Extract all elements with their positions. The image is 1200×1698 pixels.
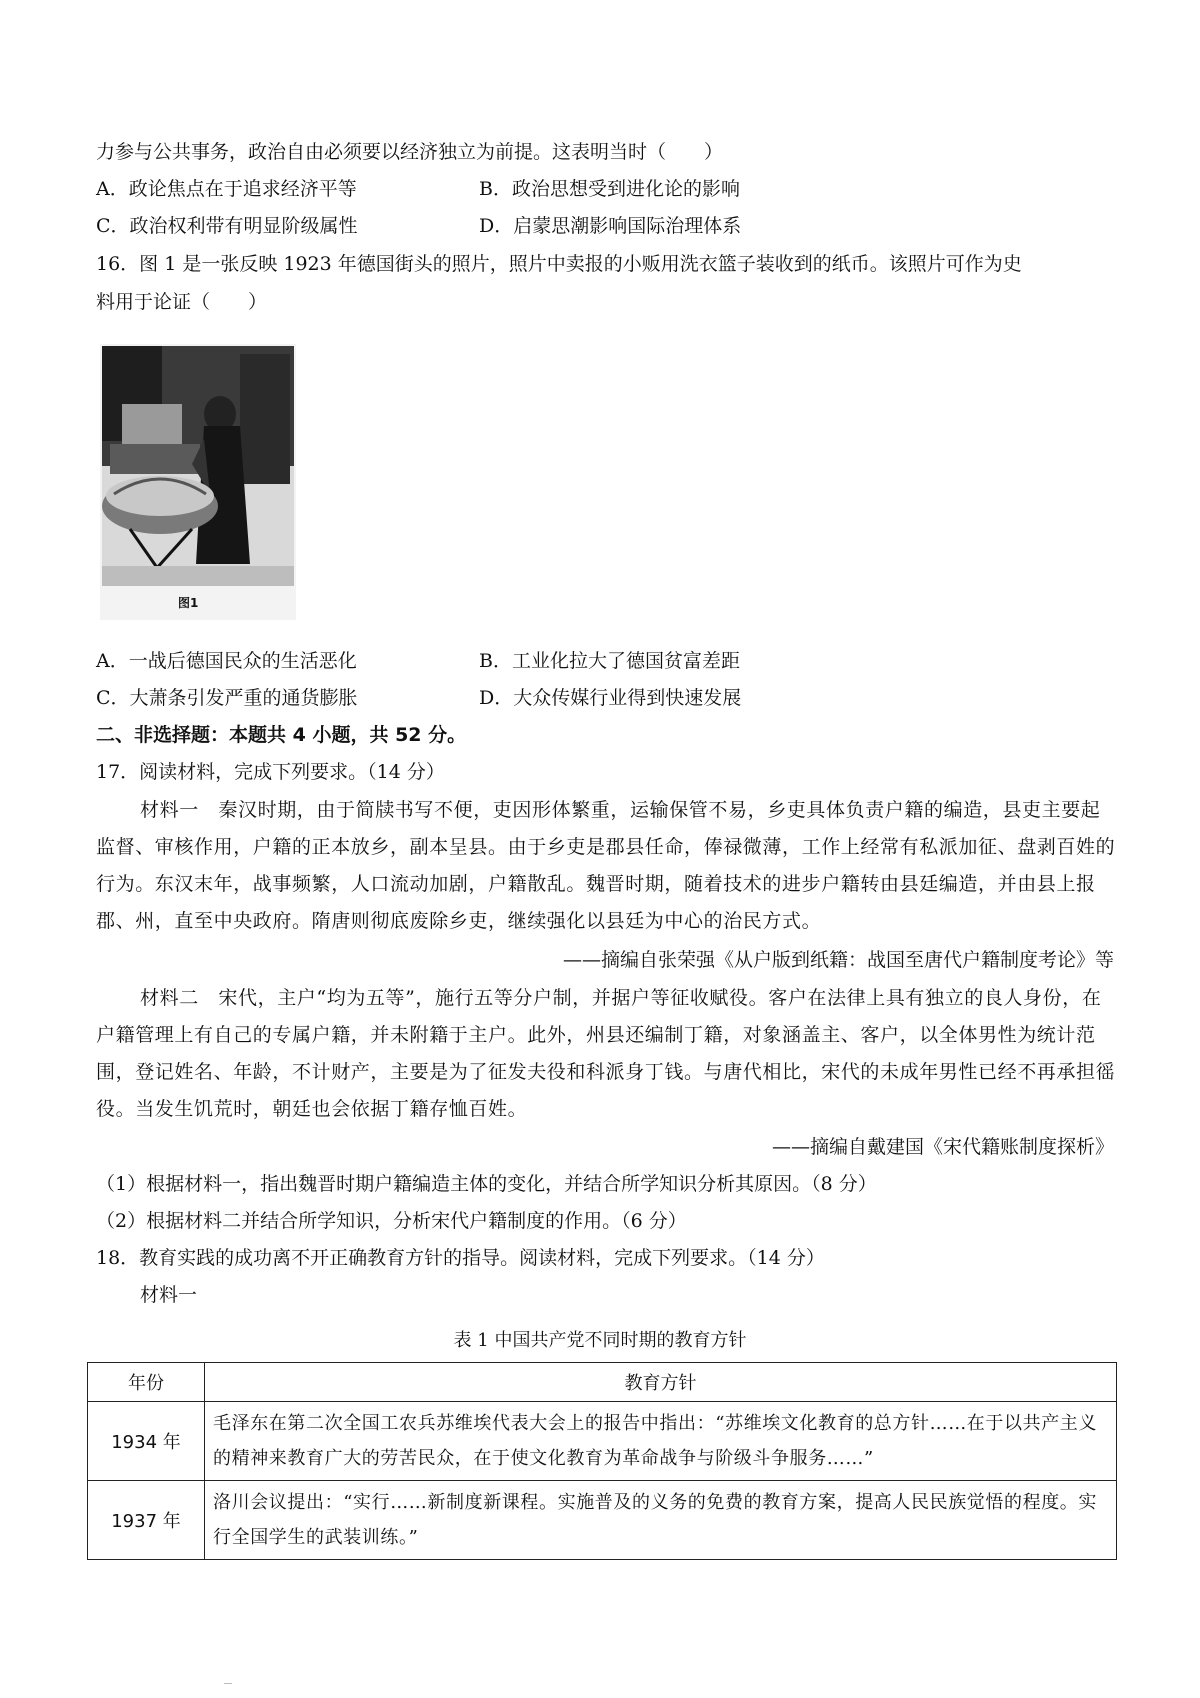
- q17-material-1-text: 材料一 秦汉时期，由于简牍书写不便，吏因形体繁重，运输保管不易，乡吏具体负责户籍的编造，县吏主要起监督、审核作用，户籍的正本放乡，副本呈县。由于乡吏是郡县任命，俸禄微薄，工作上经常有私派加征、盘剥百姓的行为。东汉末年，战事频繁，人口流动加剧，户籍散乱。魏晋时期，随着技术的进步户籍转由县廷编造，并由县上报郡、州，直至中央政府。隋唐则彻底废除乡吏，继续强化以县廷为中心的治民方式。: [96, 799, 1116, 932]
- figure-1-photo: [100, 344, 296, 620]
- q16-option-a: A．一战后德国民众的生活恶化: [96, 650, 357, 672]
- q17-stem: 17．阅读材料，完成下列要求。（14 分）: [96, 761, 445, 783]
- q17-sub-question-2: （2）根据材料二并结合所学知识，分析宋代户籍制度的作用。（6 分）: [96, 1210, 687, 1232]
- table-1: [87, 1362, 1117, 1560]
- q15-option-d: D．启蒙思潮影响国际治理体系: [479, 215, 742, 237]
- q16-stem-line1: 16．图 1 是一张反映 1923 年德国街头的照片，照片中卖报的小贩用洗衣篮子装收到的纸币。该照片可作为史: [96, 253, 1022, 275]
- q17-material-2-text: 材料二 宋代，主户“均为五等”，施行五等分户制，并据户等征收赋役。客户在法律上具有独立的良人身份，在户籍管理上有自己的专属户籍，并未附籍于主户。此外，州县还编制丁籍，对象涵盖主、客户，以全体男性为统计范围，登记姓名、年龄，不计财产，主要是为了征发夫役和科派身丁钱。与唐代相比，宋代的未成年男性已经不再承担徭役。当发生饥荒时，朝廷也会依据丁籍存恤百姓。: [96, 987, 1116, 1120]
- q16-stem-line2: 料用于论证（ ）: [96, 291, 268, 313]
- table-cell-policy: 毛泽东在第二次全国工农兵苏维埃代表大会上的报告中指出：“苏维埃文化教育的总方针……在于以共产主义的精神来教育广大的劳苦民众，在于使文化教育为革命战争与阶级斗争服务……”: [205, 1402, 1117, 1481]
- figure-1-caption: 图1: [178, 596, 199, 610]
- footer-mark: [224, 1683, 232, 1684]
- section-2-heading: 二、非选择题：本题共 4 小题，共 52 分。: [96, 724, 467, 746]
- table-header-year: 年份: [88, 1363, 205, 1402]
- q16-option-d: D．大众传媒行业得到快速发展: [479, 687, 742, 709]
- q15-option-c: C．政治权利带有明显阶级属性: [96, 215, 358, 237]
- table-cell-policy: 洛川会议提出：“实行……新制度新课程。实施普及的义务的免费的教育方案，提高人民民族觉悟的程度。实行全国学生的武装训练。”: [205, 1481, 1117, 1560]
- q18-material-label: 材料一: [140, 1284, 198, 1306]
- q16-option-b: B．工业化拉大了德国贫富差距: [479, 650, 740, 672]
- q18-stem: 18．教育实践的成功离不开正确教育方针的指导。阅读材料，完成下列要求。（14 分）: [96, 1247, 825, 1269]
- table-row: [88, 1402, 1117, 1481]
- table-1-title: 表 1 中国共产党不同时期的教育方针: [453, 1330, 747, 1351]
- q15-option-b: B．政治思想受到进化论的影响: [479, 178, 740, 200]
- q17-source-1: ——摘编自张荣强《从户版到纸籍：战国至唐代户籍制度考论》等: [562, 949, 1114, 971]
- q16-options-row-1: [96, 647, 740, 675]
- q17-sub-question-1: （1）根据材料一，指出魏晋时期户籍编造主体的变化，并结合所学知识分析其原因。（8 分）: [96, 1173, 877, 1195]
- table-header-policy: 教育方针: [205, 1363, 1117, 1402]
- q15-options-row-1: [96, 175, 740, 203]
- table-cell-year: 1937 年: [88, 1481, 205, 1560]
- q15-options-row-2: [96, 212, 741, 240]
- q16-option-c: C．大萧条引发严重的通货膨胀: [96, 687, 358, 709]
- q16-options-row-2: [96, 684, 741, 712]
- q15-option-a: A．政论焦点在于追求经济平等: [96, 178, 357, 200]
- table-row: [88, 1481, 1117, 1560]
- q17-source-2: ——摘编自戴建国《宋代籍账制度探析》: [771, 1136, 1114, 1158]
- q17-material-2: [96, 980, 1116, 1128]
- table-header-row: [88, 1363, 1117, 1402]
- q17-material-1: [96, 792, 1116, 940]
- table-cell-year: 1934 年: [88, 1402, 205, 1481]
- q15-stem-tail: 力参与公共事务，政治自由必须要以经济独立为前提。这表明当时（ ）: [96, 141, 724, 163]
